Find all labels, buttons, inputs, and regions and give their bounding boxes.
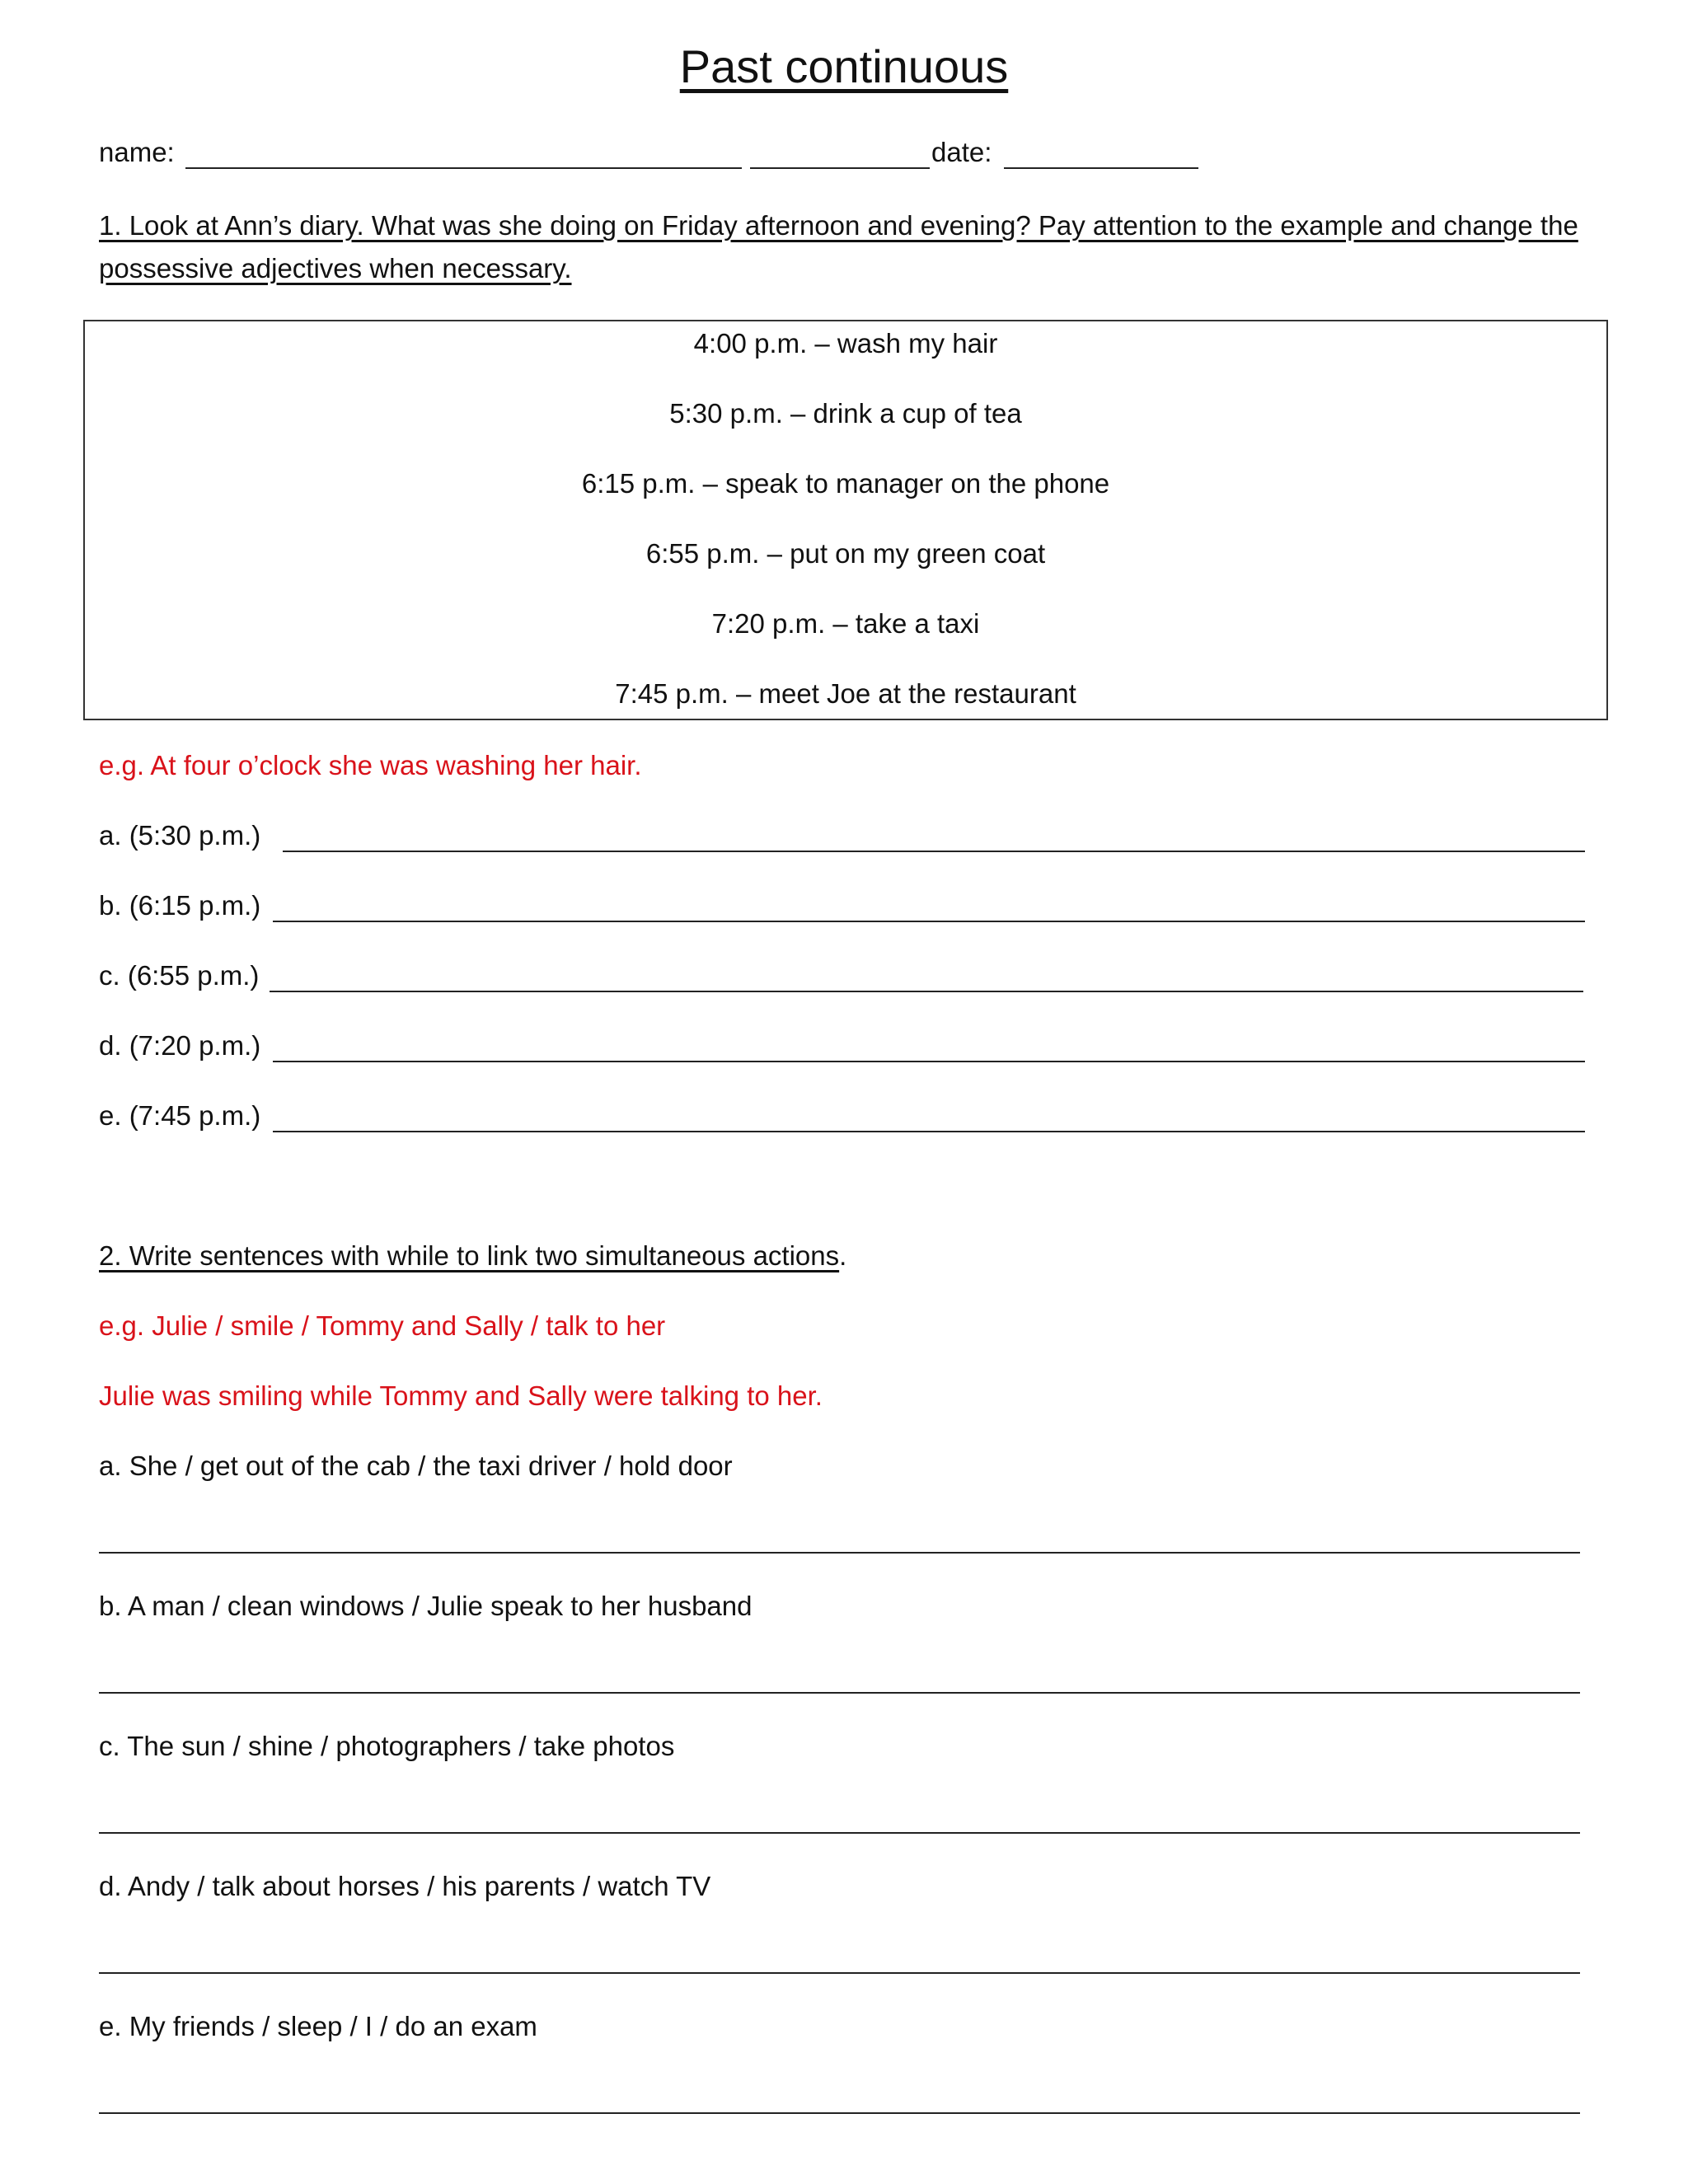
diary-entry: 6:15 p.m. – speak to manager on the phone: [581, 468, 1110, 499]
answer-line-2b[interactable]: [99, 1692, 1580, 1694]
answer-line-c[interactable]: [270, 991, 1583, 992]
answer-line-2a[interactable]: [99, 1552, 1580, 1554]
answer-line-2d[interactable]: [99, 1972, 1580, 1974]
exercise2-example-prompt: e.g. Julie / smile / Tommy and Sally / talk to her: [99, 1310, 666, 1341]
exercise2-question-a: a. She / get out of the cab / the taxi driver / hold door: [99, 1451, 733, 1481]
answer-line-e[interactable]: [273, 1131, 1585, 1132]
diary-box: [83, 320, 1608, 720]
page-title: Past continuous: [679, 40, 1009, 92]
exercise2-question-c: c. The sun / shine / photographers / take photos: [99, 1731, 675, 1761]
exercise2-question-d: d. Andy / talk about horses / his parents / watch TV: [99, 1871, 711, 1901]
diary-entry: 6:55 p.m. – put on my green coat: [645, 538, 1046, 569]
answer-line-b[interactable]: [273, 921, 1585, 922]
exercise1-question-a: a. (5:30 p.m.): [99, 820, 261, 851]
exercise1-instruction: 1. Look at Ann’s diary. What was she doing on Friday afternoon and evening? Pay attention to the example and change the possessive adjectives when necessary.: [99, 210, 1578, 284]
diary-entry: 5:30 p.m. – drink a cup of tea: [669, 398, 1022, 429]
exercise1-question-b: b. (6:15 p.m.): [99, 890, 261, 921]
diary-entry: 7:45 p.m. – meet Joe at the restaurant: [615, 678, 1076, 709]
diary-entry: 7:20 p.m. – take a taxi: [711, 608, 980, 639]
exercise2-instruction-row: [99, 1240, 846, 1272]
exercise2-question-e: e. My friends / sleep / I / do an exam: [99, 2011, 537, 2041]
name-field[interactable]: [185, 167, 742, 169]
exercise1-question-d: d. (7:20 p.m.): [99, 1030, 261, 1061]
exercise2-instruction: 2. Write sentences with while to link two simultaneous actions: [99, 1240, 840, 1271]
answer-line-2e[interactable]: [99, 2112, 1580, 2114]
answer-line-d[interactable]: [273, 1061, 1585, 1062]
date-field[interactable]: [1004, 167, 1198, 169]
exercise1-question-e: e. (7:45 p.m.): [99, 1100, 261, 1131]
exercise2-question-b: b. A man / clean windows / Julie speak to her husband: [99, 1591, 753, 1621]
exercise2-instruction-period: .: [839, 1240, 847, 1271]
diary-entry: 4:00 p.m. – wash my hair: [693, 328, 998, 359]
exercise2-example-answer: Julie was smiling while Tommy and Sally were talking to her.: [99, 1380, 823, 1411]
answer-line-a[interactable]: [283, 851, 1585, 852]
date-label: date:: [931, 137, 992, 167]
exercise1-question-c: c. (6:55 p.m.): [99, 960, 260, 991]
exercise1-example: e.g. At four o’clock she was washing her hair.: [99, 750, 642, 780]
name-label: name:: [99, 137, 175, 167]
answer-line-2c[interactable]: [99, 1832, 1580, 1834]
name-field-extra[interactable]: [750, 167, 930, 169]
